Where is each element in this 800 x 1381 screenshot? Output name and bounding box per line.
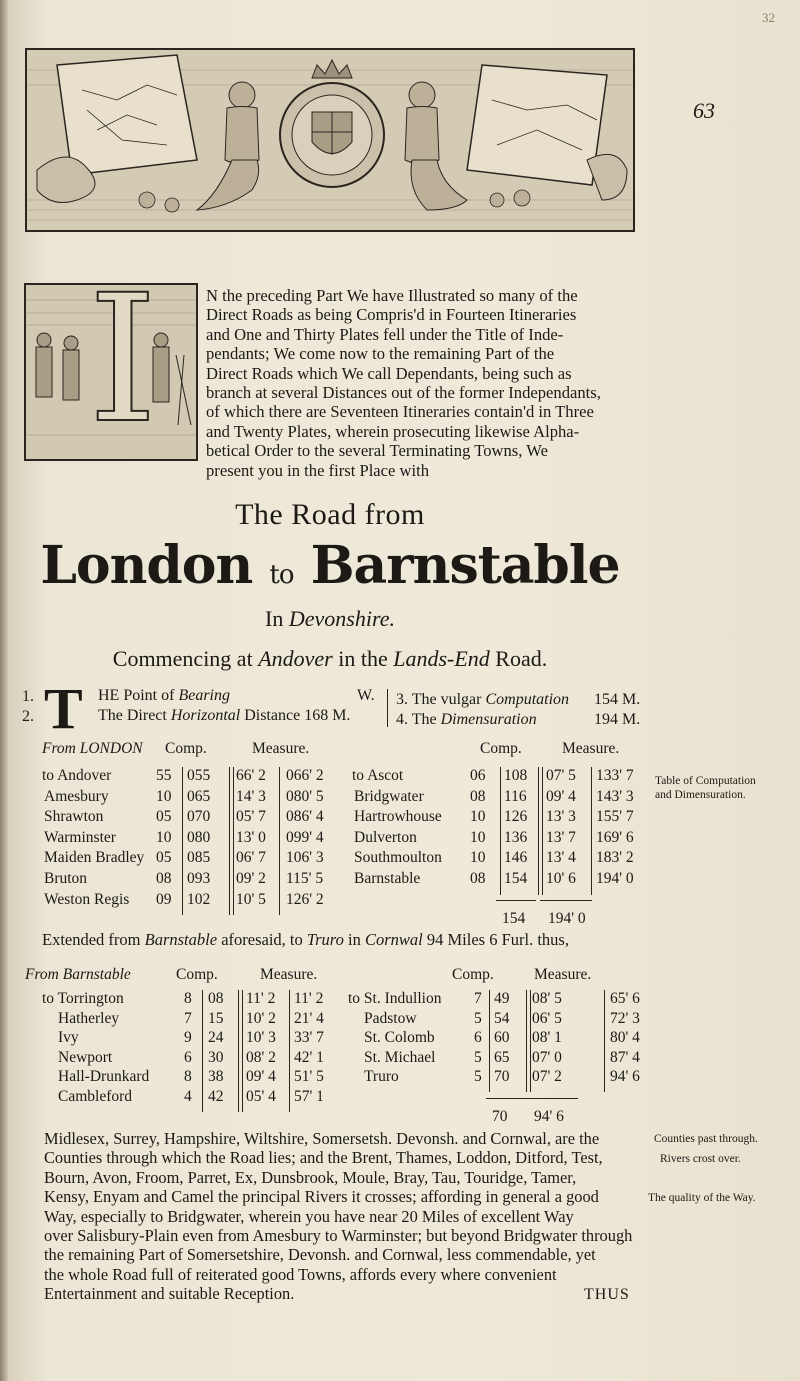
point-1-value: W. — [357, 687, 375, 704]
point-number: 1. — [22, 688, 34, 705]
table-header-measure: Measure. — [252, 740, 310, 757]
point-3-value: 154 M. — [594, 691, 641, 708]
intro-line: branch at several Distances out of the former Independants, — [206, 383, 601, 403]
para-line: the whole Road full of reiterated good Towns, affords every where convenient — [44, 1264, 557, 1284]
para-line: Counties through which the Road lies; and the Brent, Thames, Loddon, Ditford, Test, — [44, 1148, 603, 1168]
table-cell-comp-total: 24 — [208, 1029, 224, 1047]
ext-place: Cornwal — [364, 930, 423, 949]
table-cell-comp: 09 — [156, 890, 172, 908]
table-cell-measure-total: 94' 6 — [610, 1068, 640, 1086]
table-cell-measure: 13' 4 — [546, 849, 576, 867]
table-cell-comp-total: 093 — [187, 870, 211, 887]
table-cell-comp: 5 — [474, 1068, 482, 1086]
table-cell-comp-total: 070 — [187, 808, 211, 826]
table-cell-measure: 08' 2 — [246, 1048, 276, 1066]
side-note-counties: Counties past through. — [654, 1133, 758, 1145]
point-term: Bearing — [178, 687, 230, 704]
table-place: St. Michael — [364, 1048, 436, 1066]
point-text: The Direct — [98, 707, 167, 724]
table-cell-measure-total: 126' 2 — [286, 890, 324, 908]
table-place: Warminster — [44, 828, 116, 846]
intro-line: and Twenty Plates, wherein prosecuting likewise Alpha- — [206, 421, 580, 441]
table-cell-measure: 10' 6 — [546, 870, 576, 887]
table-cell-comp: 55 — [156, 767, 172, 784]
table-cell-measure: 11' 2 — [246, 990, 276, 1007]
side-note-quality: The quality of the Way. — [648, 1192, 756, 1204]
point-term: Dimensuration — [440, 711, 537, 728]
banner-engraving — [27, 50, 633, 230]
ext-place: Barnstable — [144, 930, 218, 949]
table-place: Bruton — [44, 870, 88, 887]
table-cell-measure-total: 133' 7 — [596, 767, 634, 784]
para-line: over Salisbury-Plain even from Amesbury to Warminster; but beyond Bridgwater through — [44, 1226, 633, 1246]
table-cell-comp: 06 — [470, 767, 486, 784]
table-place: Dulverton — [354, 828, 417, 846]
commencing-road: Lands-End — [393, 646, 490, 671]
table-cell-measure: 05' 4 — [246, 1088, 276, 1105]
side-note-line: and Dimensuration. — [655, 789, 746, 801]
table-header-from: From LONDON — [42, 740, 143, 757]
table-rule — [279, 767, 280, 915]
commencing-text2: in the — [338, 646, 388, 671]
table-place: to Andover — [42, 767, 112, 784]
table-cell-measure: 09' 2 — [236, 870, 266, 887]
title-from: London — [40, 535, 253, 596]
table-place: Bridgwater — [354, 787, 424, 805]
table-cell-comp-total: 146 — [504, 849, 528, 867]
commencing-place: Andover — [258, 646, 333, 671]
table-cell-measure: 06' 7 — [236, 849, 266, 867]
catchword: THUS — [584, 1286, 630, 1303]
title-county-name: Devonshire. — [288, 606, 395, 631]
table-cell-measure-total: 42' 1 — [294, 1048, 324, 1066]
table-place: to Ascot — [352, 767, 404, 784]
table-place: Cambleford — [58, 1088, 133, 1105]
table-cell-comp-total: 108 — [504, 767, 528, 784]
table-cell-measure-total: 143' 3 — [596, 787, 634, 805]
table-cell-measure-total: 65' 6 — [610, 990, 640, 1007]
table-cell-comp-total: 54 — [494, 1009, 510, 1027]
title-county — [0, 606, 660, 632]
table-rule — [591, 767, 592, 895]
table-cell-measure-total: 21' 4 — [294, 1009, 324, 1027]
points-divider — [387, 689, 388, 727]
table-rule — [238, 990, 239, 1112]
intro-line: Direct Roads which We call Dependants, being such as — [206, 363, 572, 383]
point-2 — [98, 707, 350, 725]
table-header-comp: Comp. — [480, 740, 522, 757]
table-cell-comp: 10 — [156, 787, 172, 805]
intro-line: Direct Roads as being Compris'd in Fourteen Itineraries — [206, 305, 577, 325]
table-cell-comp-total: 085 — [187, 849, 211, 867]
intro-line: of which there are Seventeen Itineraries contain'd in Three — [206, 402, 594, 422]
table-header-comp: Comp. — [176, 966, 218, 983]
total-rule — [540, 900, 592, 901]
table-cell-measure: 10' 5 — [236, 890, 266, 908]
table-cell-measure-total: 183' 2 — [596, 849, 634, 867]
engraved-header-banner — [25, 48, 635, 232]
table-side-note — [655, 774, 756, 802]
table-place: Hall-Drunkard — [58, 1068, 150, 1086]
table-cell-measure: 66' 2 — [236, 767, 266, 784]
para-line: Way, especially to Bridgwater, wherein you have near 20 Miles of excellent Way — [44, 1206, 574, 1226]
ext-place: Truro — [306, 930, 344, 949]
table-cell-comp: 4 — [184, 1088, 192, 1105]
table-cell-comp: 10 — [156, 828, 172, 846]
table-cell-measure-total: 57' 1 — [294, 1088, 324, 1105]
total-rule — [526, 1098, 578, 1099]
total-rule — [486, 1098, 526, 1099]
point-3 — [396, 691, 569, 709]
table-cell-comp: 6 — [474, 1029, 482, 1047]
table-place: Ivy — [58, 1029, 79, 1047]
table-cell-comp: 05 — [156, 808, 172, 826]
table-cell-measure-total: 080' 5 — [286, 787, 324, 805]
large-initial-T: T — [44, 676, 83, 741]
side-note-rivers: Rivers crost over. — [660, 1153, 741, 1165]
table-rule — [182, 767, 183, 915]
para-line: the remaining Part of Somersetshire, Devonsh. and Cornwal, less commendable, yet — [44, 1245, 596, 1265]
total-comp: 154 — [502, 910, 526, 927]
point-4-value: 194 M. — [594, 711, 641, 728]
table-place: Truro — [364, 1068, 399, 1086]
point-term: Computation — [485, 691, 570, 708]
book-spine-edge — [0, 0, 8, 1381]
page-number: 63 — [693, 98, 715, 123]
table-header-measure: Measure. — [260, 966, 318, 983]
table-cell-measure: 13' 7 — [546, 828, 576, 846]
point-number: 4. — [396, 711, 408, 728]
table-cell-comp-total: 30 — [208, 1048, 224, 1066]
table-cell-comp-total: 42 — [208, 1088, 224, 1105]
table-cell-measure: 05' 7 — [236, 808, 266, 826]
ext-text: Extended from — [42, 930, 141, 949]
table-cell-comp: 10 — [470, 808, 486, 826]
table-cell-measure: 08' 5 — [532, 990, 562, 1007]
intro-line: and One and Thirty Plates fell under the Title of Inde- — [206, 324, 564, 344]
intro-line: betical Order to the several Terminating Towns, We — [206, 441, 548, 461]
total-measure: 194' 0 — [548, 910, 586, 927]
ext-text: aforesaid, to — [221, 930, 303, 949]
table-header-measure: Measure. — [562, 740, 620, 757]
table-place: to Torrington — [42, 990, 124, 1007]
table-cell-measure-total: 099' 4 — [286, 828, 324, 846]
commencing-text: Commencing at — [112, 646, 253, 671]
table-cell-measure: 09' 4 — [246, 1068, 276, 1086]
point-text: HE Point of — [98, 687, 175, 704]
table-header-from: From Barnstable — [25, 966, 131, 983]
table-rule — [229, 767, 230, 915]
table-place: Hatherley — [58, 1009, 120, 1027]
table-rule — [604, 990, 605, 1092]
table-place: Shrawton — [44, 808, 104, 826]
table-cell-comp: 5 — [474, 1009, 482, 1027]
table-cell-measure-total: 72' 3 — [610, 1009, 640, 1027]
table-cell-measure-total: 87' 4 — [610, 1048, 640, 1066]
table-cell-comp-total: 102 — [187, 890, 211, 908]
table-rule — [242, 990, 243, 1112]
point-text: The vulgar — [411, 691, 482, 708]
intro-text — [206, 286, 646, 480]
table-place: St. Colomb — [364, 1029, 435, 1047]
title-road-from: The Road from — [235, 498, 425, 531]
table-cell-comp: 08 — [470, 870, 486, 887]
point-number: 2. — [22, 708, 34, 725]
ext-text: 94 Miles 6 Furl. thus, — [426, 930, 569, 949]
intro-line: pendants; We come now to the remaining Part of the — [206, 344, 555, 364]
table-place: Padstow — [364, 1009, 417, 1027]
side-note-line: Table of Computation — [655, 775, 756, 787]
total-measure: 94' 6 — [534, 1108, 564, 1125]
table-cell-measure: 09' 4 — [546, 787, 576, 805]
table-rule — [489, 990, 490, 1092]
intro-line: N the preceding Part We have Illustrated so many of the — [206, 286, 578, 305]
title-commencing — [0, 646, 660, 672]
table-rule — [538, 767, 539, 895]
point-text: The — [411, 711, 437, 728]
large-initial-letter: I — [88, 257, 158, 462]
table-cell-measure-total: 51' 5 — [294, 1068, 324, 1086]
table-place: Amesbury — [44, 787, 109, 805]
table-cell-comp-total: 080 — [187, 828, 211, 846]
table-cell-measure: 08' 1 — [532, 1029, 562, 1047]
table-header-comp: Comp. — [452, 966, 494, 983]
table-cell-measure-total: 194' 0 — [596, 870, 634, 887]
table-cell-comp: 10 — [470, 849, 486, 867]
total-comp: 70 — [492, 1108, 508, 1125]
para-line: Bourn, Avon, Froom, Parret, Ex, Dunsbrook, Moule, Bray, Tau, Touridge, Tamer, — [44, 1167, 577, 1187]
title-dest: Barnstable — [310, 535, 620, 596]
table-cell-comp: 7 — [184, 1009, 192, 1027]
table-rule — [530, 990, 531, 1092]
table-rule — [542, 767, 543, 895]
road-description-paragraph — [44, 1129, 644, 1304]
para-line: Entertainment and suitable Reception. — [44, 1284, 295, 1304]
table-cell-comp-total: 08 — [208, 990, 224, 1007]
table-cell-comp: 10 — [470, 828, 486, 846]
table-cell-comp-total: 126 — [504, 808, 528, 826]
point-2-value: 168 M. — [304, 707, 351, 724]
table-place: to St. Indullion — [348, 990, 442, 1007]
table-cell-comp-total: 60 — [494, 1029, 510, 1047]
table-cell-measure-total: 33' 7 — [294, 1029, 324, 1047]
table-place: Newport — [58, 1048, 113, 1066]
table-place: Hartrowhouse — [354, 808, 442, 826]
table-cell-comp-total: 15 — [208, 1009, 224, 1027]
table-cell-comp: 9 — [184, 1029, 192, 1047]
table-cell-comp: 05 — [156, 849, 172, 867]
point-text: Distance — [244, 707, 301, 724]
table-cell-comp-total: 065 — [187, 787, 211, 805]
table-place: Maiden Bradley — [44, 849, 145, 867]
table-rule — [202, 990, 203, 1112]
table-cell-comp-total: 136 — [504, 828, 528, 846]
table-cell-measure: 14' 3 — [236, 787, 266, 805]
para-line: Kensy, Enyam and Camel the principal Rivers it crosses; affording in general a good — [44, 1187, 599, 1207]
intro-line: present you in the first Place with — [206, 460, 430, 480]
point-1 — [98, 687, 230, 705]
table-cell-measure-total: 086' 4 — [286, 808, 324, 826]
title-main — [0, 535, 660, 596]
table-cell-measure-total: 155' 7 — [596, 808, 634, 826]
point-4 — [396, 711, 537, 729]
table-cell-comp: 8 — [184, 990, 192, 1007]
table-place: Southmoulton — [354, 849, 442, 867]
table-cell-comp: 08 — [156, 870, 172, 887]
table-rule — [233, 767, 234, 915]
total-rule — [496, 900, 536, 901]
table-cell-comp: 7 — [474, 990, 482, 1007]
table-cell-comp: 8 — [184, 1068, 192, 1086]
table-cell-measure-total: 11' 2 — [294, 990, 324, 1007]
table-cell-comp-total: 154 — [504, 870, 528, 887]
table-cell-measure-total: 80' 4 — [610, 1029, 640, 1047]
table-cell-measure-total: 115' 5 — [286, 870, 324, 887]
table-cell-measure: 13' 3 — [546, 808, 576, 826]
table-cell-comp-total: 70 — [494, 1068, 510, 1086]
table-header-comp: Comp. — [165, 740, 207, 757]
table-cell-measure: 10' 2 — [246, 1009, 276, 1027]
table-cell-measure: 07' 0 — [532, 1048, 562, 1066]
table-cell-measure: 06' 5 — [532, 1009, 562, 1027]
para-line: Midlesex, Surrey, Hampshire, Wiltshire, Somersetsh. Devonsh. and Cornwal, are the — [44, 1129, 600, 1148]
table-rule — [289, 990, 290, 1112]
point-term: Horizontal — [170, 707, 241, 724]
table-cell-measure: 13' 0 — [236, 828, 266, 846]
table-cell-measure: 07' 5 — [546, 767, 576, 784]
title-in: In — [265, 606, 284, 631]
table-cell-comp: 5 — [474, 1048, 482, 1066]
table-cell-measure-total: 169' 6 — [596, 828, 634, 846]
table-place: Weston Regis — [44, 890, 130, 908]
ext-text: in — [348, 930, 361, 949]
table-header-measure: Measure. — [534, 966, 592, 983]
table-rule — [526, 990, 527, 1092]
point-number: 3. — [396, 691, 408, 708]
commencing-text3: Road. — [495, 646, 548, 671]
table-cell-measure: 10' 3 — [246, 1029, 276, 1047]
extended-line — [42, 930, 569, 950]
table-rule — [500, 767, 501, 895]
table-cell-comp-total: 055 — [187, 767, 211, 784]
table-cell-measure: 07' 2 — [532, 1068, 562, 1086]
table-cell-comp: 08 — [470, 787, 486, 805]
table-cell-comp-total: 65 — [494, 1048, 510, 1066]
table-cell-measure-total: 106' 3 — [286, 849, 324, 867]
table-cell-comp-total: 116 — [504, 787, 527, 805]
table-cell-comp-total: 49 — [494, 990, 510, 1007]
corner-mark: 32 — [762, 10, 775, 25]
title-to: to — [269, 560, 294, 590]
table-cell-measure-total: 066' 2 — [286, 767, 324, 784]
table-place: Barnstable — [354, 870, 421, 887]
table-cell-comp: 6 — [184, 1048, 192, 1066]
table-cell-comp-total: 38 — [208, 1068, 224, 1086]
